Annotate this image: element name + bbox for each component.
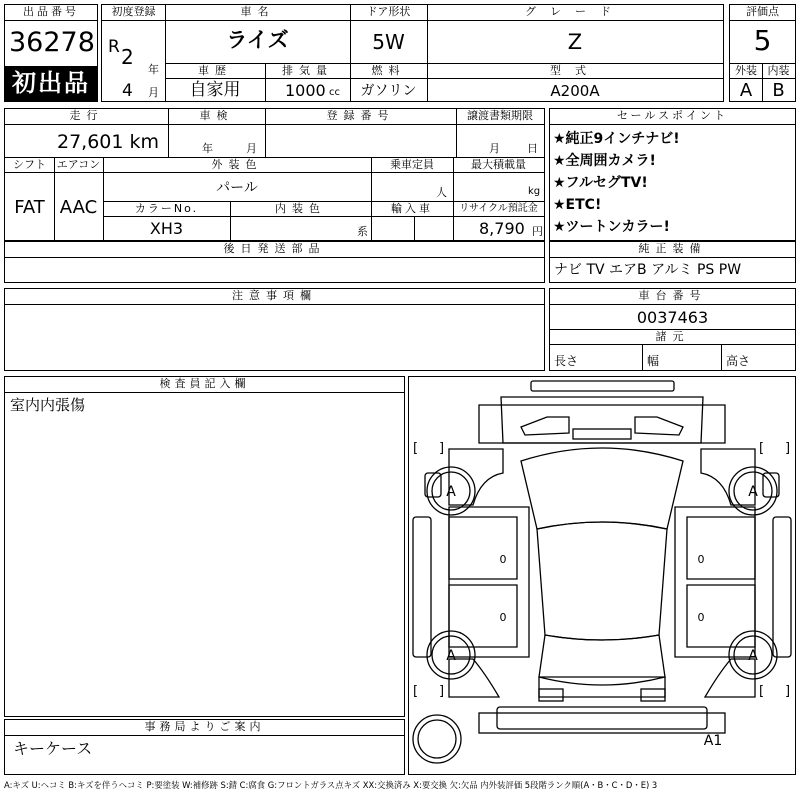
score-label: 評価点	[746, 5, 779, 18]
sales-point-1: ★純正9インチナビ!	[553, 131, 680, 147]
exterior-label: 外装	[735, 64, 757, 77]
mileage-label: 走行	[69, 109, 104, 122]
transfer-label: 譲渡書類期限	[467, 109, 533, 122]
year-unit: 年	[148, 63, 159, 76]
bracket-left-rear-close: ]	[439, 684, 445, 699]
capacity-unit: 人	[436, 186, 447, 199]
door: 5W	[372, 30, 405, 54]
recycle-label: リサイクル預託金	[459, 203, 538, 214]
notes-block	[4, 288, 545, 371]
car-diagram-block	[408, 376, 796, 775]
max-load-unit: kg	[528, 186, 541, 197]
exterior-color: パール	[216, 180, 258, 196]
mark-rear-left-wheel: A	[446, 648, 456, 664]
sales-point-3: ★フルセグTV!	[553, 175, 648, 191]
mark-front-right-wheel: A	[748, 484, 758, 500]
chassis-block	[549, 288, 796, 371]
inspection-year-unit: 年	[202, 142, 213, 155]
interior-color-unit: 系	[357, 225, 368, 238]
office-label: 事務局よりご案内	[144, 720, 265, 733]
mark-rear-bumper: A1	[703, 733, 723, 749]
inspection-month-unit: 月	[246, 142, 257, 155]
displacement-unit: cc	[329, 87, 340, 98]
bracket-right-close: ]	[785, 441, 791, 456]
era: R	[108, 37, 120, 57]
fuel: ガソリン	[360, 83, 417, 99]
inspector-label: 検査員記入欄	[159, 377, 250, 390]
exterior-color-label: 外装色	[211, 158, 263, 171]
chassis-number: 0037463	[636, 308, 709, 327]
bracket-left-open: [	[413, 441, 419, 456]
shift-label: シフト	[13, 158, 46, 171]
interior-label: 内装	[767, 64, 790, 77]
ac: AAC	[59, 197, 98, 218]
bracket-right-rear-open: [	[759, 684, 765, 699]
registration-label: 登録番号	[326, 109, 395, 122]
car-diagram	[409, 377, 795, 774]
header-grid	[101, 4, 724, 102]
sales-point-5: ★ツートンカラー!	[553, 219, 670, 235]
grade-label: グレード	[525, 5, 625, 18]
transfer-day-unit: 日	[527, 142, 538, 155]
dims-label: 諸元	[655, 330, 690, 343]
sales-point-4: ★ETC!	[553, 197, 602, 213]
office-block	[4, 719, 405, 775]
sales-point-2: ★全周囲カメラ!	[553, 153, 656, 169]
history-label: 車歴	[198, 64, 232, 77]
bracket-right-open: [	[759, 441, 765, 456]
later-parts-label: 後日発送部品	[223, 242, 326, 255]
height-label: 高さ	[726, 354, 751, 368]
month-unit: 月	[148, 86, 159, 99]
recycle-value: 8,790	[479, 219, 525, 238]
inspector-text: 室内内張傷	[10, 396, 86, 414]
import-label: 輸入車	[391, 202, 433, 215]
equipment-label: 純正装備	[638, 242, 707, 255]
car-name: ライズ	[226, 28, 289, 52]
color-no: XH3	[149, 219, 184, 238]
mark-front-left-wheel: A	[446, 484, 456, 500]
inspector-block	[4, 376, 405, 717]
sales-points-block	[549, 108, 796, 241]
reg-month: 4	[122, 81, 133, 101]
recycle-unit: 円	[532, 225, 543, 238]
score-block	[729, 4, 796, 102]
inspection-label: 車検	[199, 109, 234, 122]
fuel-label: 燃料	[371, 64, 406, 77]
color-no-label: カラーNo.	[134, 202, 199, 215]
capacity-label: 乗車定員	[390, 158, 434, 171]
mileage: 27,601 km	[57, 131, 160, 153]
bracket-left-close: ]	[439, 441, 445, 456]
reg-year: 2	[121, 45, 134, 69]
panel-zero-rear-left-door: 0	[499, 611, 507, 624]
later-parts-block	[4, 241, 545, 283]
panel-zero-front-left-door: 0	[499, 553, 507, 566]
width-label: 幅	[647, 354, 660, 368]
chassis-label: 車台番号	[638, 289, 707, 302]
length-label: 長さ	[554, 354, 579, 368]
panel-zero-rear-right-door: 0	[697, 611, 705, 624]
sales-points-label: セールスポイント	[616, 109, 728, 122]
panel-zero-front-right-door: 0	[697, 553, 705, 566]
details-grid	[4, 108, 545, 241]
interior-color-label: 内装色	[275, 202, 326, 215]
equipment-block	[549, 241, 796, 283]
bracket-right-rear-close: ]	[785, 684, 791, 699]
office-text: キーケース	[13, 739, 93, 758]
displacement: 1000	[285, 81, 326, 100]
lot-label: 出品番号	[23, 5, 79, 18]
equipment-value: ナビ TV エアB アルミ PS PW	[554, 262, 742, 278]
interior-score: B	[772, 80, 785, 101]
lot-block	[4, 4, 98, 102]
first-listing-badge	[5, 66, 97, 101]
model-label: 型式	[550, 64, 600, 77]
car-name-label: 車名	[240, 5, 275, 18]
max-load-label: 最大積載量	[471, 158, 526, 171]
model: A200A	[550, 82, 600, 100]
legend-text: A:キズ U:ヘコミ B:キズを伴うヘコミ P:要塗装 W:補修跡 S:錆 C:腐食 G:フロントガラス点キズ XX:交換済み X:要交換 欠:欠品 内外装評価 5段階ランク順(A・B・C・D・E) 3	[4, 780, 658, 790]
ac-label: エアコン	[56, 158, 101, 171]
transfer-month-unit: 月	[489, 142, 500, 155]
exterior-score: A	[739, 80, 753, 101]
displacement-label: 排気量	[282, 64, 333, 77]
history: 自家用	[189, 80, 241, 100]
score: 5	[753, 24, 772, 57]
notes-label: 注意事項欄	[232, 289, 317, 302]
lot-number: 36278	[9, 27, 95, 58]
bracket-left-rear-open: [	[413, 684, 419, 699]
grade: Z	[567, 30, 583, 54]
shift: FAT	[14, 197, 45, 218]
door-label: ドア形状	[366, 5, 411, 18]
first-reg-label: 初度登録	[111, 5, 156, 18]
first-listing-text: 初出品	[12, 69, 90, 97]
mark-rear-right-wheel: A	[748, 648, 758, 664]
